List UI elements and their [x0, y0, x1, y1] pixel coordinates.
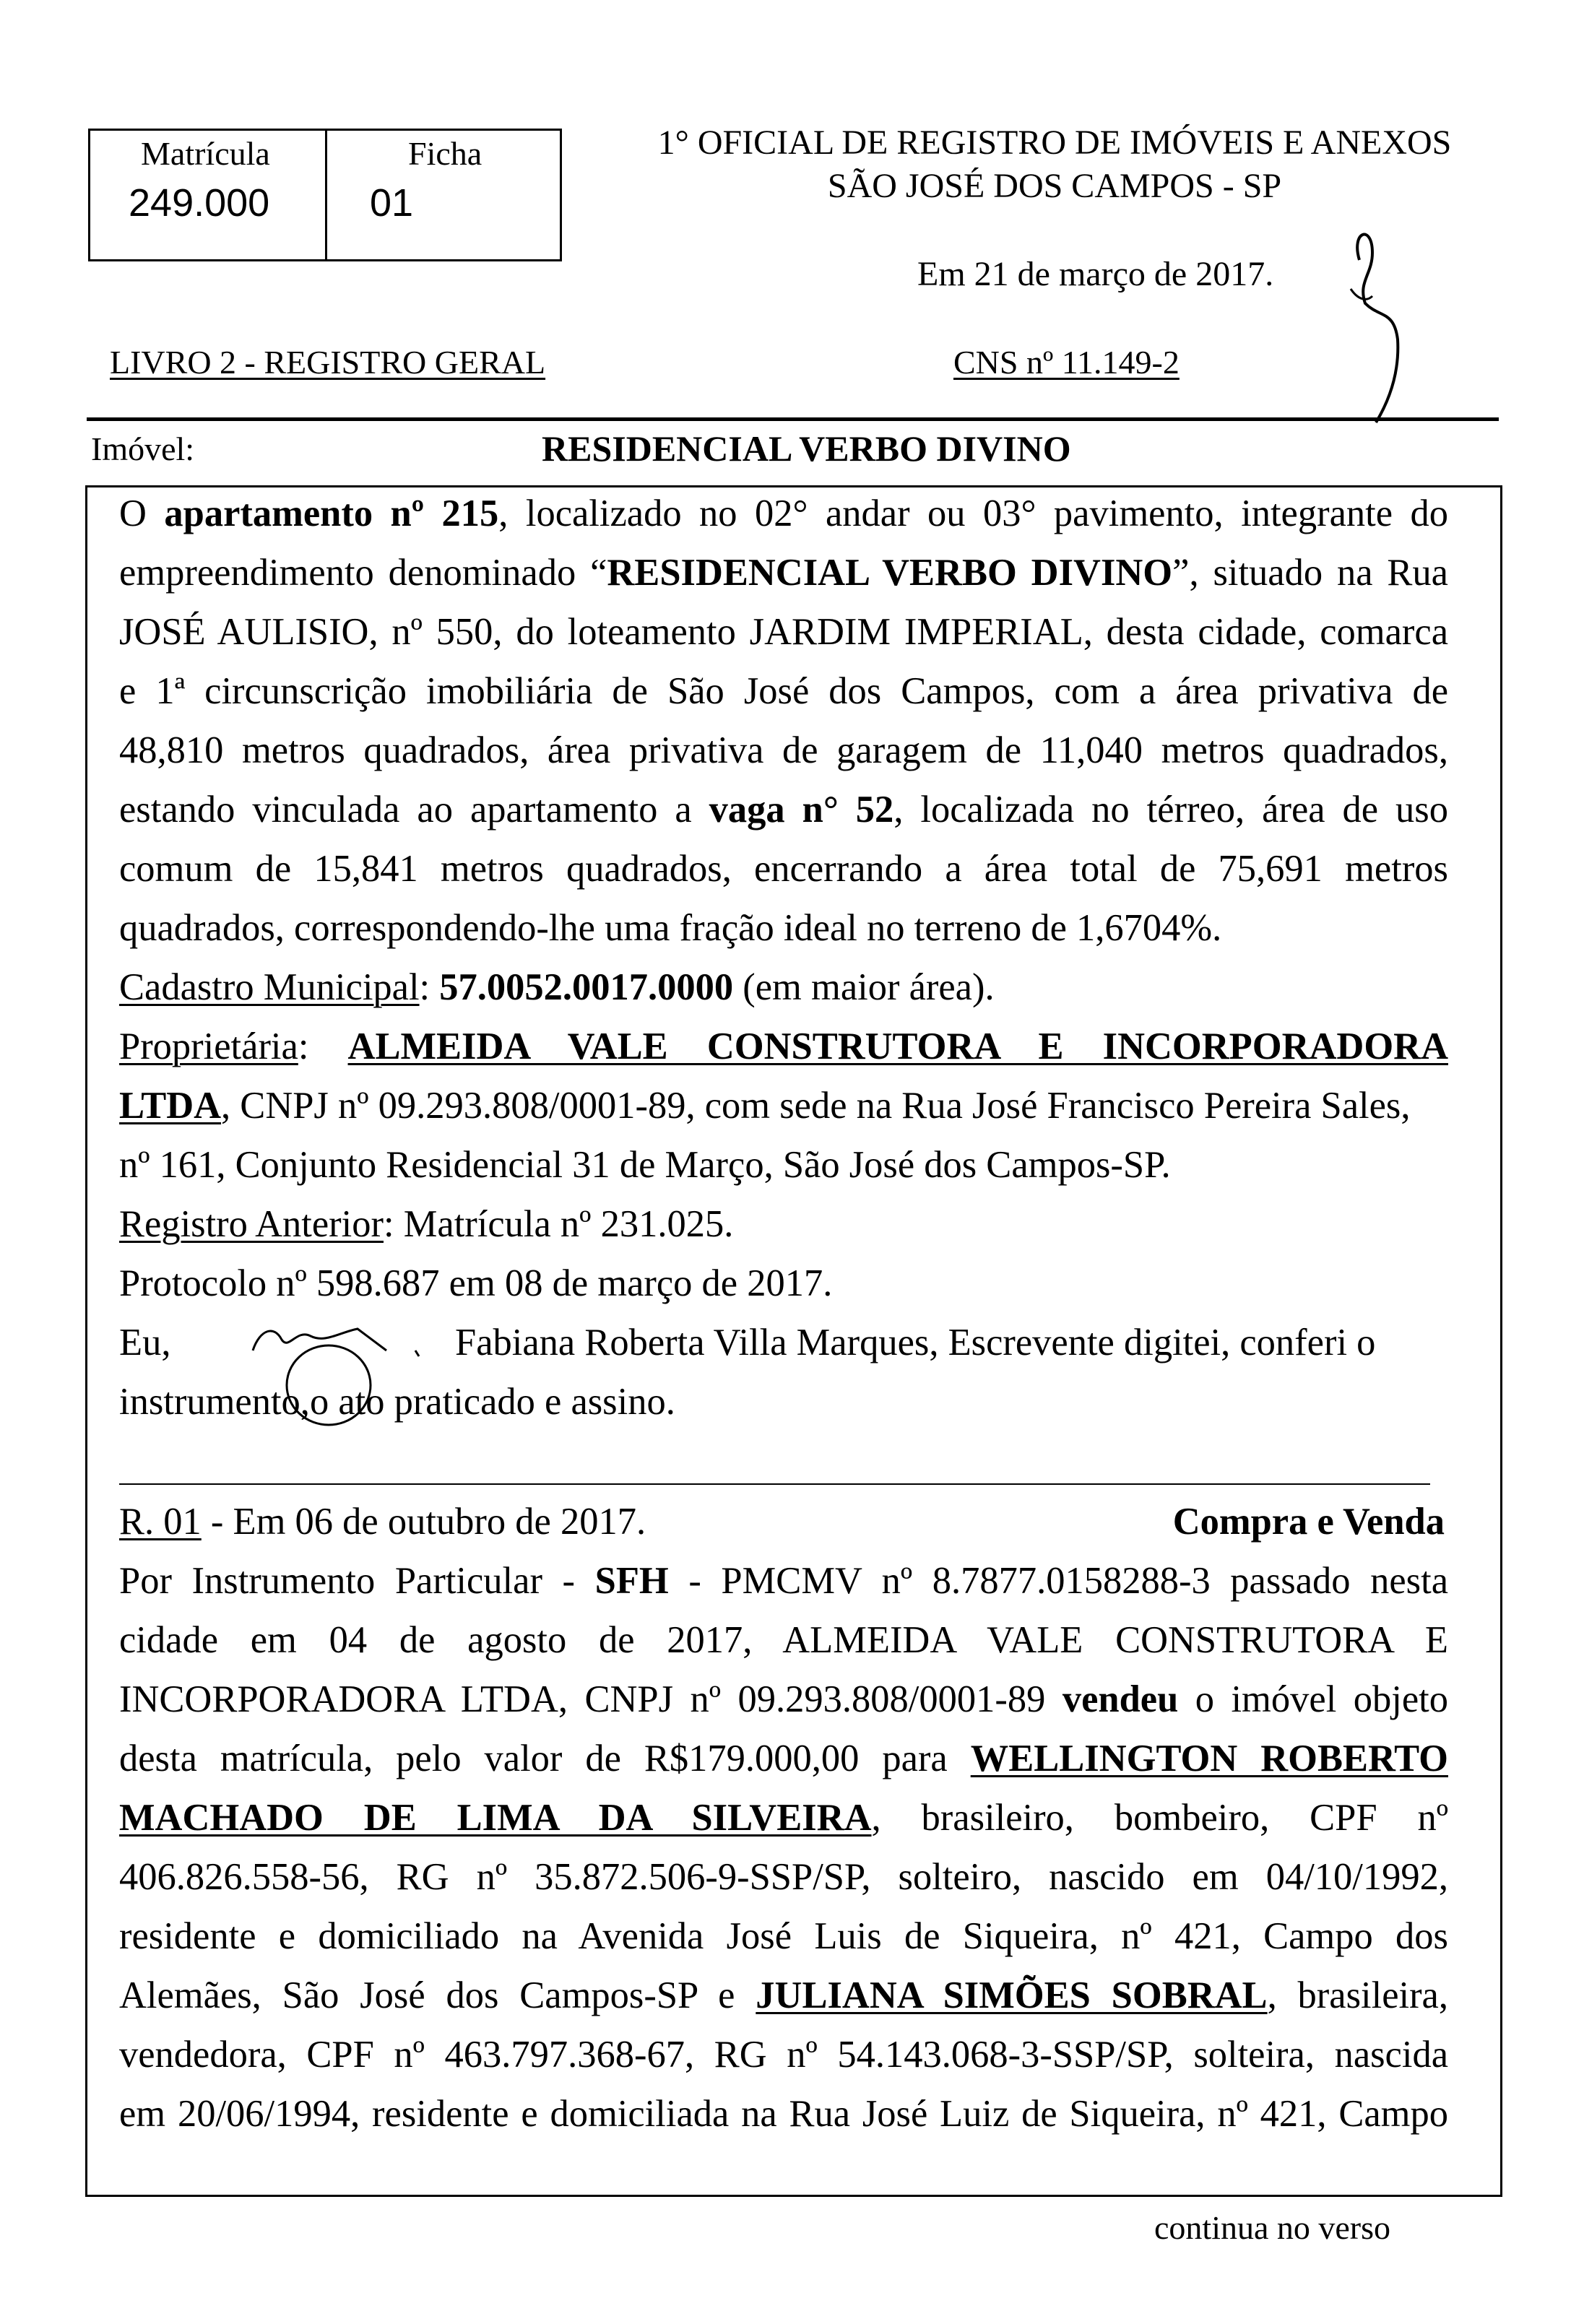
ficha-label: Ficha: [408, 135, 482, 172]
imovel-name: RESIDENCIAL VERBO DIVINO: [542, 428, 1071, 469]
desc-line: estando vinculada ao apartamento a vaga n° 52, localizada no térreo, área de uso: [119, 789, 1448, 831]
office-city: SÃO JOSÉ DOS CAMPOS - SP: [827, 167, 1282, 205]
matricula-value: 249.000: [129, 181, 270, 225]
office-title: 1° OFICIAL DE REGISTRO DE IMÓVEIS E ANEXOS: [657, 123, 1452, 162]
signature-line: Eu, Fabiana Roberta Villa Marques, Escrevente digitei, conferi o: [119, 1322, 1376, 1363]
r01-line: INCORPORADORA LTDA, CNPJ nº 09.293.808/0001-89 vendeu o imóvel objeto: [119, 1678, 1448, 1720]
imovel-label: Imóvel:: [91, 430, 195, 467]
cns-label: CNS nº 11.149-2: [953, 344, 1180, 381]
continua-no-verso: continua no verso: [1154, 2209, 1391, 2246]
proprietaria-line: nº 161, Conjunto Residencial 31 de Março, São José dos Campos-SP.: [119, 1144, 1171, 1186]
registro-anterior: Registro Anterior: Matrícula nº 231.025.: [119, 1203, 734, 1245]
matricula-ficha-divider: [325, 129, 327, 261]
protocolo: Protocolo nº 598.687 em 08 de março de 2017.: [119, 1262, 833, 1304]
section-separator: [119, 1483, 1430, 1485]
r01-line: em 20/06/1994, residente e domiciliada na Rua José Luiz de Siqueira, nº 421, Campo: [119, 2093, 1448, 2135]
desc-line: JOSÉ AULISIO, nº 550, do loteamento JARDIM IMPERIAL, desta cidade, comarca: [119, 611, 1448, 653]
r01-line: vendedora, CPF nº 463.797.368-67, RG nº 54.143.068-3-SSP/SP, solteira, nascida: [119, 2034, 1448, 2076]
r01-line: 406.826.558-56, RG nº 35.872.506-9-SSP/SP, solteiro, nascido em 04/10/1992,: [119, 1856, 1448, 1898]
r01-line: residente e domiciliado na Avenida José Luis de Siqueira, nº 421, Campo dos: [119, 1915, 1448, 1957]
r01-header: R. 01 - Em 06 de outubro de 2017. Compra e Venda: [119, 1501, 1445, 1543]
r01-line: desta matrícula, pelo valor de R$179.000,00 para WELLINGTON ROBERTO: [119, 1738, 1448, 1779]
r01-line: cidade em 04 de agosto de 2017, ALMEIDA VALE CONSTRUTORA E: [119, 1619, 1448, 1661]
desc-line: empreendimento denominado “RESIDENCIAL VERBO DIVINO”, situado na Rua: [119, 552, 1448, 594]
matricula-label: Matrícula: [141, 135, 270, 172]
signature-mark: [1343, 209, 1416, 426]
proprietaria-line: LTDA, CNPJ nº 09.293.808/0001-89, com sede na Rua José Francisco Pereira Sales,: [119, 1085, 1411, 1127]
r01-line: Alemães, São José dos Campos-SP e JULIANA SIMÕES SOBRAL, brasileira,: [119, 1974, 1448, 2016]
r01-line: MACHADO DE LIMA DA SILVEIRA, brasileiro, bombeiro, CPF nº: [119, 1797, 1448, 1839]
header-date: Em 21 de março de 2017.: [917, 255, 1274, 293]
header-rule: [87, 417, 1499, 421]
ficha-value: 01: [370, 181, 414, 225]
desc-line: e 1ª circunscrição imobiliária de São José dos Campos, com a área privativa de: [119, 670, 1448, 712]
desc-line: comum de 15,841 metros quadrados, encerrando a área total de 75,691 metros: [119, 848, 1448, 890]
r01-line: Por Instrumento Particular - SFH - PMCMV nº 8.7877.0158288-3 passado nesta: [119, 1560, 1448, 1602]
signature-line: instrumento,o ato praticado e assino.: [119, 1381, 675, 1423]
proprietaria-line: Proprietária: ALMEIDA VALE CONSTRUTORA E INCORPORADORA: [119, 1026, 1448, 1067]
livro-label: LIVRO 2 - REGISTRO GERAL: [110, 344, 546, 381]
cadastro-municipal: Cadastro Municipal: 57.0052.0017.0000 (em maior área).: [119, 966, 995, 1008]
desc-line: 48,810 metros quadrados, área privativa de garagem de 11,040 metros quadrados,: [119, 729, 1448, 771]
desc-line: quadrados, correspondendo-lhe uma fração ideal no terreno de 1,6704%.: [119, 907, 1222, 949]
desc-line: O apartamento nº 215, localizado no 02° andar ou 03° pavimento, integrante do: [119, 493, 1448, 534]
